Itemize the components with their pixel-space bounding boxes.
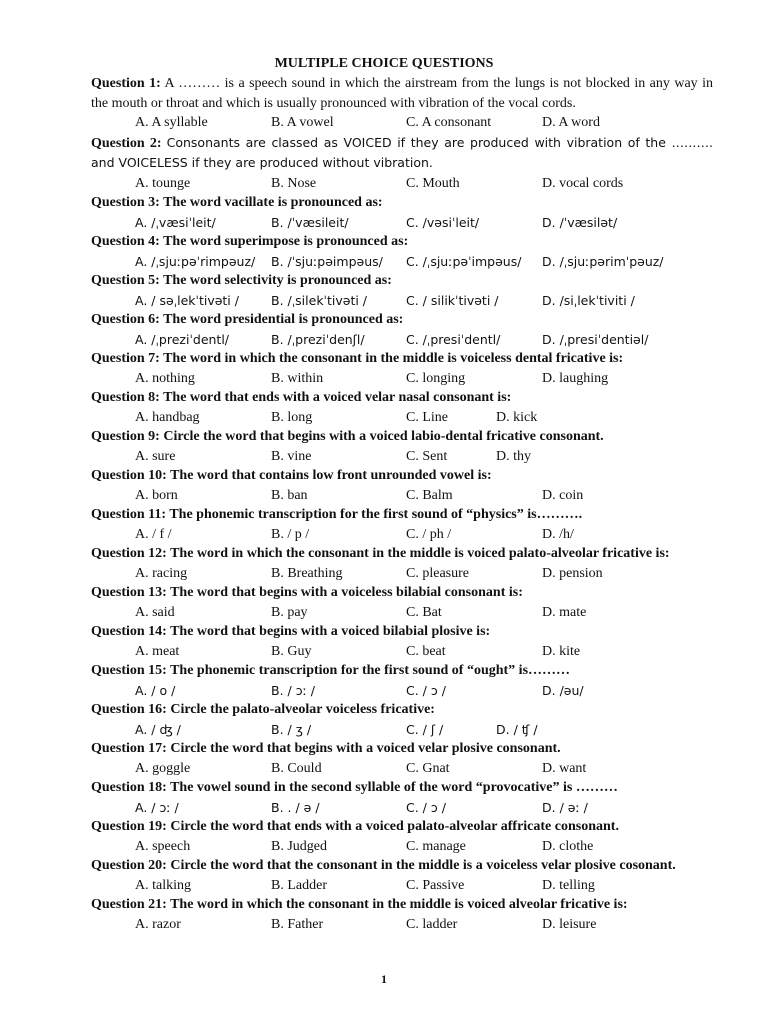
answer-options — [91, 174, 713, 194]
option-a[interactable]: A. tounge — [135, 175, 191, 191]
option-a[interactable]: A. /ˌpreziˈdentl/ — [135, 331, 230, 347]
question-label: Question 17: — [91, 741, 167, 756]
option-d[interactable]: D. mate — [542, 604, 587, 620]
question-stem — [91, 232, 713, 252]
option-b[interactable]: B. A vowel — [271, 115, 334, 130]
option-c[interactable]: C. / ɔ / — [406, 682, 446, 698]
question-stem — [91, 544, 713, 564]
option-a[interactable]: A. talking — [135, 877, 191, 893]
answer-options — [91, 759, 713, 779]
question-7 — [91, 349, 713, 388]
option-b[interactable]: B. long — [271, 409, 313, 425]
option-c[interactable]: C. Bat — [406, 604, 442, 620]
answer-options — [91, 408, 713, 428]
question-text: Circle the word that the consonant in the middle is a voiceless velar plosive cosonant. — [170, 858, 676, 873]
question-text: Circle the word that begins with a voiced labio-dental fricative consonant. — [163, 429, 604, 444]
question-18 — [91, 778, 713, 817]
option-c[interactable]: C. ladder — [406, 916, 458, 932]
option-b[interactable]: B. / p / — [271, 526, 310, 542]
question-11 — [91, 505, 713, 544]
question-label: Question 13: — [91, 585, 167, 600]
question-2 — [91, 133, 713, 194]
option-c[interactable]: C. / silikˈtivəti / — [406, 292, 499, 308]
question-stem — [91, 778, 713, 798]
option-a[interactable]: A. nothing — [135, 370, 195, 386]
question-1 — [91, 74, 713, 133]
question-text: A ……… is a speech sound in which the airstream from the lungs is not blocked in any way in the mouth or throat and which is usually pronounced with vibration of the vocal cords. — [91, 76, 713, 111]
option-a[interactable]: A. said — [135, 604, 175, 620]
option-c[interactable]: C. /ˌsjuːpəˈimpəus/ — [406, 253, 522, 269]
question-text: The word that ends with a voiced velar nasal consonant is: — [163, 390, 512, 405]
question-label: Question 3: — [91, 195, 160, 210]
question-14 — [91, 622, 713, 661]
question-text: The word presidential is pronounced as: — [163, 312, 404, 327]
question-label: Question 11: — [91, 507, 167, 522]
option-a[interactable]: A. meat — [135, 643, 180, 659]
question-text: The word superimpose is pronounced as: — [163, 234, 409, 249]
option-d[interactable]: D. coin — [542, 487, 584, 503]
answer-options — [91, 213, 713, 233]
question-stem — [91, 856, 713, 876]
question-text: The word that begins with a voiced bilabial plosive is: — [170, 624, 491, 639]
question-label: Question 12: — [91, 546, 167, 561]
option-b[interactable]: B. vine — [271, 448, 312, 464]
option-d[interactable]: D. /h/ — [542, 526, 574, 542]
question-label: Question 9: — [91, 429, 160, 444]
answer-options — [91, 915, 713, 935]
option-b[interactable]: B. /ˈvæsileit/ — [271, 214, 349, 230]
question-text: Circle the word that ends with a voiced palato-alveolar affricate consonant. — [170, 819, 619, 834]
option-c[interactable]: C. longing — [406, 370, 466, 386]
option-c[interactable]: C. Gnat — [406, 760, 450, 776]
option-d[interactable]: D. vocal cords — [542, 175, 624, 191]
question-text: The vowel sound in the second syllable of the word “provocative” is ……… — [170, 780, 618, 795]
question-list — [91, 74, 713, 934]
option-b[interactable]: B. Ladder — [271, 877, 327, 893]
option-a[interactable]: A. racing — [135, 565, 188, 581]
question-9 — [91, 427, 713, 466]
option-c[interactable]: C. /vəsiˈleit/ — [406, 214, 480, 230]
question-label: Question 2: — [91, 135, 162, 151]
option-c[interactable]: C. manage — [406, 838, 466, 854]
option-b[interactable]: B. /ˌsilekˈtivəti / — [271, 292, 368, 308]
option-c[interactable]: C. Passive — [406, 877, 465, 893]
option-d[interactable]: D. clothe — [542, 838, 594, 854]
option-d[interactable]: D. thy — [496, 448, 531, 464]
question-text: The word in which the consonant in the middle is voiced palato-alveolar fricative is: — [170, 546, 670, 561]
option-b[interactable]: B. . / ə / — [271, 799, 320, 815]
option-a[interactable]: A. sure — [135, 448, 176, 464]
option-a[interactable]: A. razor — [135, 916, 181, 932]
question-stem — [91, 661, 713, 681]
question-16 — [91, 700, 713, 739]
option-c[interactable]: C. Line — [406, 409, 448, 425]
option-b[interactable]: B. ban — [271, 487, 308, 503]
question-stem — [91, 388, 713, 408]
question-label: Question 7: — [91, 351, 160, 366]
option-d[interactable]: D. pension — [542, 565, 603, 581]
question-stem — [91, 349, 713, 369]
option-b[interactable]: B. /ˈsjuːpəimpəus/ — [271, 253, 383, 269]
question-label: Question 14: — [91, 624, 167, 639]
answer-options — [91, 720, 713, 740]
option-b[interactable]: B. Judged — [271, 838, 327, 854]
option-a[interactable]: A. / f / — [135, 526, 172, 542]
option-c[interactable]: C. Mouth — [406, 175, 460, 191]
option-a[interactable]: A. / ʤ / — [135, 721, 181, 737]
question-text: Consonants are classed as VOICED if they are produced with vibration of the ………. and VOICELESS if they are produced without vibration. — [91, 134, 713, 170]
option-d[interactable]: D. kite — [542, 643, 581, 659]
page-number: 1 — [381, 972, 387, 986]
option-d[interactable]: D. want — [542, 760, 587, 776]
question-label: Question 15: — [91, 663, 167, 678]
question-21 — [91, 895, 713, 934]
answer-options — [91, 798, 713, 818]
question-4 — [91, 232, 713, 271]
question-5 — [91, 271, 713, 310]
answer-options — [91, 486, 713, 506]
option-d[interactable]: D. laughing — [542, 370, 609, 386]
question-stem — [91, 700, 713, 720]
option-c[interactable]: C. Sent — [406, 448, 448, 464]
option-c[interactable]: C. / ph / — [406, 526, 452, 542]
option-c[interactable]: C. /ˌpresiˈdentl/ — [406, 331, 501, 347]
question-12 — [91, 544, 713, 583]
question-13 — [91, 583, 713, 622]
answer-options — [91, 876, 713, 896]
option-c[interactable]: C. / ʃ / — [406, 721, 444, 737]
option-d[interactable]: D. telling — [542, 877, 595, 893]
option-d[interactable]: D. /əu/ — [542, 682, 584, 698]
option-d[interactable]: D. /ˌpresiˈdentiəl/ — [542, 331, 649, 347]
option-c[interactable]: C. beat — [406, 643, 446, 659]
option-b[interactable]: B. Nose — [271, 175, 317, 191]
question-text: The phonemic transcription for the first sound of “physics” is………. — [169, 507, 583, 522]
question-stem — [91, 193, 713, 213]
answer-options — [91, 113, 713, 133]
answer-options — [91, 642, 713, 662]
question-19 — [91, 817, 713, 856]
option-a[interactable]: A. /ˌsjuːpəˈrimpəuz/ — [135, 253, 256, 269]
question-label: Question 18: — [91, 780, 167, 795]
question-17 — [91, 739, 713, 778]
question-stem — [91, 74, 713, 113]
option-d[interactable]: D. / əː / — [542, 799, 588, 815]
option-a[interactable]: A. goggle — [135, 760, 191, 776]
question-text: The word in which the consonant in the middle is voiced alveolar fricative is: — [170, 897, 628, 912]
option-d[interactable]: D. leisure — [542, 916, 597, 932]
question-text: Circle the palato-alveolar voiceless fricative: — [170, 702, 435, 717]
question-text: The word selectivity is pronounced as: — [163, 273, 392, 288]
question-stem — [91, 817, 713, 837]
question-stem — [91, 505, 713, 525]
question-label: Question 5: — [91, 273, 160, 288]
question-stem — [91, 427, 713, 447]
option-b[interactable]: B. Breathing — [271, 565, 343, 581]
option-c[interactable]: C. pleasure — [406, 565, 469, 581]
question-label: Question 19: — [91, 819, 167, 834]
question-label: Question 8: — [91, 390, 160, 405]
answer-options — [91, 291, 713, 311]
option-d[interactable]: D. kick — [496, 409, 538, 425]
option-a[interactable]: A. / ɔː / — [135, 799, 179, 815]
page-title: MULTIPLE CHOICE QUESTIONS — [274, 56, 494, 71]
option-d[interactable]: D. A word — [542, 115, 600, 130]
answer-options — [91, 525, 713, 545]
question-stem — [91, 310, 713, 330]
option-a[interactable]: A. /ˌvæsiˈleit/ — [135, 214, 216, 230]
question-label: Question 21: — [91, 897, 167, 912]
option-c[interactable]: C. Balm — [406, 487, 453, 503]
option-b[interactable]: B. Father — [271, 916, 324, 932]
question-stem — [91, 622, 713, 642]
question-label: Question 6: — [91, 312, 160, 327]
option-d[interactable]: D. /ˈvæsilət/ — [542, 214, 618, 230]
option-b[interactable]: B. Guy — [271, 643, 312, 659]
question-10 — [91, 466, 713, 505]
question-8 — [91, 388, 713, 427]
option-b[interactable]: B. within — [271, 370, 324, 386]
option-b[interactable]: B. Could — [271, 760, 322, 776]
question-text: The word that begins with a voiceless bilabial consonant is: — [170, 585, 523, 600]
answer-options — [91, 330, 713, 350]
option-a[interactable]: A. A syllable — [135, 115, 208, 130]
question-6 — [91, 310, 713, 349]
option-d[interactable]: D. / ʧ / — [496, 721, 538, 737]
option-b[interactable]: B. pay — [271, 604, 308, 620]
question-stem — [91, 739, 713, 759]
answer-options — [91, 681, 713, 701]
question-label: Question 16: — [91, 702, 167, 717]
option-b[interactable]: B. / ɔː / — [271, 682, 315, 698]
question-label: Question 4: — [91, 234, 160, 249]
question-15 — [91, 661, 713, 700]
option-d[interactable]: D. /ˌsjuːpərimˈpəuz/ — [542, 253, 664, 269]
question-label: Question 1: — [91, 76, 161, 91]
answer-options — [91, 564, 713, 584]
question-stem — [91, 583, 713, 603]
question-text: The phonemic transcription for the first sound of “ought” is……… — [170, 663, 571, 678]
question-text: The word that contains low front unrounded vowel is: — [170, 468, 492, 483]
option-a[interactable]: A. / səˌlekˈtivəti / — [135, 292, 239, 308]
question-stem — [91, 895, 713, 915]
option-a[interactable]: A. handbag — [135, 409, 200, 425]
question-label: Question 10: — [91, 468, 167, 483]
option-d[interactable]: D. /siˌlekˈtiviti / — [542, 292, 635, 308]
option-a[interactable]: A. born — [135, 487, 178, 503]
question-stem — [91, 271, 713, 291]
answer-options — [91, 252, 713, 272]
question-3 — [91, 193, 713, 232]
question-text: The word vacillate is pronounced as: — [163, 195, 383, 210]
option-b[interactable]: B. /ˌpreziˈdenʃl/ — [271, 331, 365, 347]
option-a[interactable]: A. / o / — [135, 682, 176, 698]
option-c[interactable]: C. / ɔ / — [406, 799, 446, 815]
answer-options — [91, 837, 713, 857]
question-label: Question 20: — [91, 858, 167, 873]
answer-options — [91, 603, 713, 623]
question-text: The word in which the consonant in the middle is voiceless dental fricative is: — [163, 351, 624, 366]
question-text: Circle the word that begins with a voiced velar plosive consonant. — [170, 741, 561, 756]
answer-options — [91, 369, 713, 389]
option-c[interactable]: C. A consonant — [406, 115, 492, 130]
question-20 — [91, 856, 713, 895]
option-b[interactable]: B. / ʒ / — [271, 721, 312, 737]
option-a[interactable]: A. speech — [135, 838, 191, 854]
answer-options — [91, 447, 713, 467]
question-stem — [91, 133, 713, 174]
question-stem — [91, 466, 713, 486]
